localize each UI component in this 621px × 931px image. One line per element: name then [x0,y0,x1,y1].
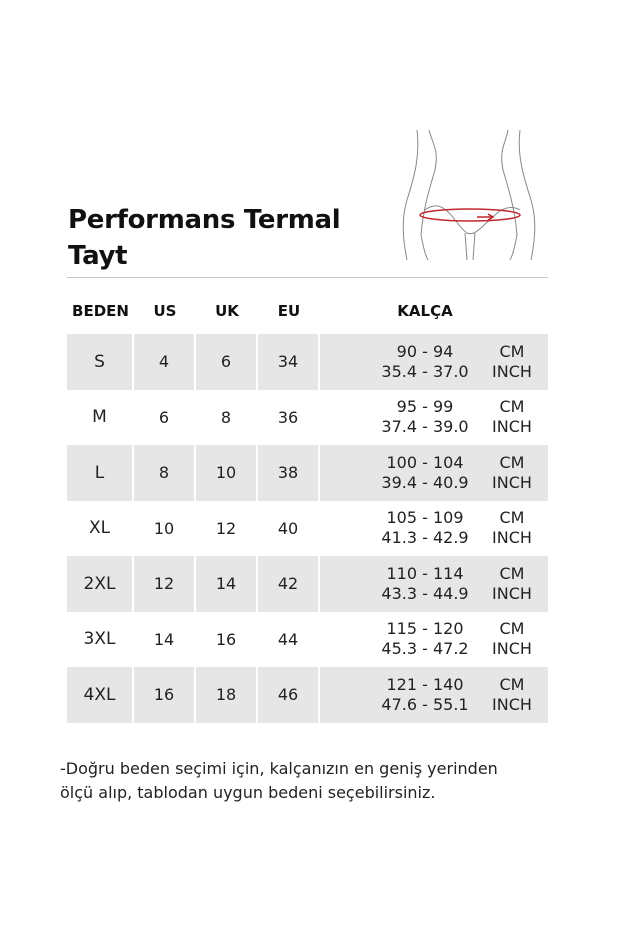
header-uk: UK [215,302,239,320]
unit-cm: CM [499,341,525,361]
unit-labels [482,675,542,715]
kalca-cell [320,445,548,501]
unit-inch: INCH [492,528,532,548]
kalca-cm: 100 - 104 [386,452,464,472]
kalca-values [365,453,485,493]
uk-cell: 14 [196,556,258,612]
kalca-cm: 115 - 120 [386,619,464,639]
us-cell: 8 [134,445,196,501]
unit-cm: CM [499,563,525,583]
kalca-inch: 45.3 - 47.2 [381,639,469,659]
uk-cell: 6 [196,334,258,390]
table-row [67,556,548,612]
table-row [67,667,548,723]
size-cell: S [67,334,134,390]
uk-cell: 12 [196,501,258,557]
header-beden: BEDEN [72,302,129,320]
kalca-cell [320,334,548,390]
uk-cell: 16 [196,612,258,668]
unit-labels [482,619,542,659]
kalca-values [365,397,485,437]
unit-cm: CM [499,397,525,417]
measurement-note [60,757,498,805]
unit-inch: INCH [492,472,532,492]
size-cell: 2XL [67,556,134,612]
uk-cell: 10 [196,445,258,501]
unit-labels [482,397,542,437]
kalca-values [365,508,485,548]
unit-cm: CM [499,619,525,639]
size-cell: L [67,445,134,501]
uk-cell: 8 [196,390,258,446]
hip-measurement-illustration [395,125,555,265]
table-row [67,501,548,557]
title-divider [67,277,548,278]
unit-cm: CM [499,452,525,472]
title-line-1: Performans Termal [68,205,341,235]
kalca-inch: 43.3 - 44.9 [381,583,469,603]
us-cell: 6 [134,390,196,446]
unit-inch: INCH [492,639,532,659]
header-eu: EU [277,302,301,320]
kalca-cm: 121 - 140 [386,674,464,694]
kalca-inch: 41.3 - 42.9 [381,528,469,548]
eu-cell: 36 [258,390,320,446]
kalca-inch: 35.4 - 37.0 [381,361,469,381]
kalca-cell [320,556,548,612]
kalca-inch: 47.6 - 55.1 [381,694,469,714]
size-cell: M [67,390,134,446]
kalca-cell [320,390,548,446]
kalca-values [365,619,485,659]
eu-cell: 40 [258,501,320,557]
header-kalca: KALÇA [397,302,453,320]
eu-cell: 44 [258,612,320,668]
kalca-cell [320,501,548,557]
kalca-values [365,342,485,382]
unit-labels [482,564,542,604]
size-cell: 4XL [67,667,134,723]
table-row [67,445,548,501]
table-row [67,390,548,446]
unit-inch: INCH [492,694,532,714]
kalca-cm: 105 - 109 [386,508,464,528]
size-cell: XL [67,501,134,557]
us-cell: 12 [134,556,196,612]
us-cell: 16 [134,667,196,723]
us-cell: 4 [134,334,196,390]
unit-cm: CM [499,674,525,694]
unit-labels [482,453,542,493]
eu-cell: 46 [258,667,320,723]
size-cell: 3XL [67,612,134,668]
note-line-2: ölçü alıp, tablodan uygun bedeni seçebilirsiniz. [60,783,436,802]
kalca-values [365,675,485,715]
us-cell: 14 [134,612,196,668]
size-table [67,334,548,723]
kalca-cell [320,612,548,668]
kalca-inch: 37.4 - 39.0 [381,417,469,437]
eu-cell: 38 [258,445,320,501]
unit-labels [482,342,542,382]
kalca-cm: 95 - 99 [396,397,454,417]
note-line-1: -Doğru beden seçimi için, kalçanızın en geniş yerinden [60,759,498,778]
eu-cell: 34 [258,334,320,390]
eu-cell: 42 [258,556,320,612]
table-row [67,612,548,668]
page-title [68,202,340,274]
unit-cm: CM [499,508,525,528]
table-row [67,334,548,390]
kalca-cell [320,667,548,723]
us-cell: 10 [134,501,196,557]
kalca-cm: 90 - 94 [396,341,454,361]
kalca-inch: 39.4 - 40.9 [381,472,469,492]
uk-cell: 18 [196,667,258,723]
kalca-cm: 110 - 114 [386,563,464,583]
title-line-2: Tayt [68,241,128,271]
header-us: US [153,302,177,320]
kalca-values [365,564,485,604]
unit-labels [482,508,542,548]
unit-inch: INCH [492,417,532,437]
unit-inch: INCH [492,583,532,603]
unit-inch: INCH [492,361,532,381]
